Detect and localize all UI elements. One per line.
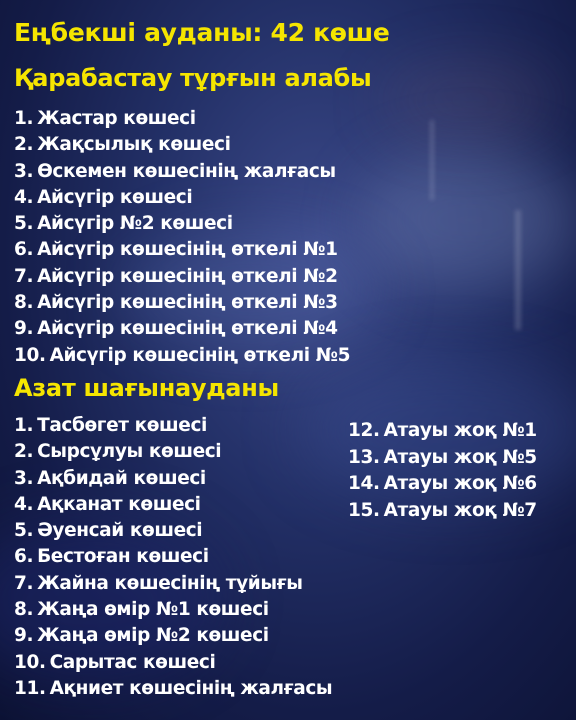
item-number: 9. [14, 318, 34, 340]
item-number: 13. [348, 446, 380, 468]
item-number: 3. [14, 160, 34, 182]
section-title-karabastau: Қарабастау тұрғын алабы [14, 64, 372, 92]
list-item [14, 159, 350, 185]
item-label: Сырсұлуы көшесі [37, 441, 222, 463]
item-label: Айсүгір көшесі [37, 186, 193, 208]
item-label: Айсүгір көшесінің өткелі №4 [37, 318, 338, 340]
list-item [14, 316, 350, 342]
item-label: Атауы жоқ №7 [383, 499, 537, 521]
item-number: 4. [14, 186, 34, 208]
list-item [14, 597, 332, 623]
list-item [348, 471, 537, 498]
item-number: 7. [14, 572, 34, 594]
item-label: Бестоған көшесі [37, 546, 209, 568]
item-label: Айсүгір көшесінің өткелі №1 [37, 239, 338, 261]
item-label: Тасбөгет көшесі [37, 415, 207, 436]
item-label: Ақниет көшесінің жалғасы [49, 677, 333, 699]
street-list-azat-left [14, 413, 332, 702]
list-item [14, 466, 332, 492]
item-label: Өскемен көшесінің жалғасы [37, 160, 336, 182]
item-number: 1. [14, 415, 34, 436]
item-label: Ақбидай көшесі [37, 467, 206, 489]
item-number: 12. [348, 420, 380, 441]
list-item [14, 185, 350, 211]
street-list-karabastau [14, 106, 350, 369]
item-label: Сарытас көшесі [49, 651, 216, 673]
list-item [14, 413, 332, 439]
item-label: Айсүгір №2 көшесі [37, 213, 233, 235]
list-item [14, 571, 332, 597]
list-item [14, 544, 332, 570]
list-item [14, 132, 350, 158]
item-number: 5. [14, 213, 34, 235]
item-number: 10. [14, 344, 46, 366]
list-item [348, 418, 537, 445]
list-item [14, 492, 332, 518]
list-item [14, 106, 350, 132]
list-item [14, 439, 332, 465]
list-item [14, 623, 332, 649]
item-label: Жаңа өмір №2 көшесі [37, 625, 269, 647]
list-item [14, 237, 350, 263]
list-item [14, 343, 350, 369]
list-item [348, 498, 537, 525]
list-item [14, 650, 332, 676]
item-label: Ақканат көшесі [37, 493, 201, 515]
item-label: Атауы жоқ №6 [383, 473, 537, 494]
list-item [348, 445, 537, 472]
item-label: Жаңа өмір №1 көшесі [37, 599, 269, 621]
item-number: 14. [348, 473, 380, 494]
item-number: 7. [14, 265, 34, 287]
list-item [14, 211, 350, 237]
item-number: 8. [14, 599, 34, 621]
item-label: Атауы жоқ №5 [383, 446, 537, 468]
item-label: Жақсылық көшесі [37, 134, 231, 156]
item-number: 4. [14, 493, 34, 515]
item-number: 6. [14, 239, 34, 261]
item-label: Әуенсай көшесі [37, 520, 203, 542]
item-label: Атауы жоқ №1 [383, 420, 537, 441]
item-number: 10. [14, 651, 46, 673]
item-number: 2. [14, 441, 34, 463]
street-list-azat-right [348, 418, 537, 524]
page-title: Еңбекші ауданы: 42 көше [14, 18, 390, 47]
item-number: 5. [14, 520, 34, 542]
item-number: 3. [14, 467, 34, 489]
item-number: 2. [14, 134, 34, 156]
item-number: 8. [14, 292, 34, 314]
item-number: 1. [14, 108, 34, 129]
item-label: Жайна көшесінің тұйығы [37, 572, 303, 594]
item-number: 15. [348, 499, 380, 521]
item-label: Айсүгір көшесінің өткелі №2 [37, 265, 338, 287]
list-item [14, 264, 350, 290]
list-item [14, 290, 350, 316]
item-label: Жастар көшесі [37, 108, 196, 129]
list-item [14, 676, 332, 702]
list-item [14, 518, 332, 544]
item-label: Айсүгір көшесінің өткелі №5 [49, 344, 351, 366]
item-number: 9. [14, 625, 34, 647]
item-label: Айсүгір көшесінің өткелі №3 [37, 292, 338, 314]
section-title-azat: Азат шағынауданы [14, 374, 279, 402]
item-number: 6. [14, 546, 34, 568]
item-number: 11. [14, 677, 46, 699]
